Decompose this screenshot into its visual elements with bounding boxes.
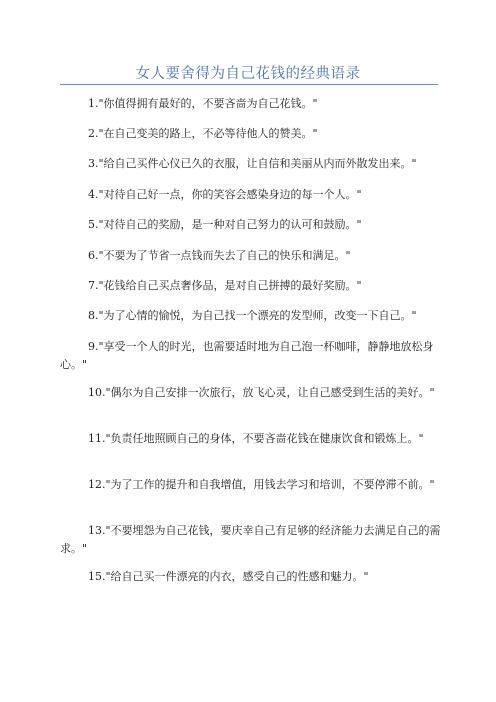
quote-item: 11."负责任地照顾自己的身体，不要吝啬花钱在健康饮食和锻炼上。": [88, 432, 424, 445]
quote-item: 2."在自己变美的路上，不必等待他人的赞美。": [88, 127, 318, 140]
title-underline: [60, 84, 438, 85]
quote-item: 12."为了工作的提升和自我增值，用钱去学习和培训，不要停滞不前。": [88, 478, 435, 491]
document-title: 女人要舍得为自己花钱的经典语录: [135, 66, 361, 82]
quote-item: 5."对待自己的奖励，是一种对自己努力的认可和鼓励。": [88, 218, 362, 231]
quote-item: 8."为了心情的愉悦，为自己找一个漂亮的发型师，改变一下自己。": [88, 309, 417, 322]
quote-item: 10."偶尔为自己安排一次旅行，放飞心灵，让自己感受到生活的美好。": [88, 386, 435, 399]
quote-item: 9."享受一个人的时光，也需要适时地为自己泡一杯咖啡，静静地放松身心。": [60, 340, 434, 371]
quote-item: 15."给自己买一件漂亮的内衣，感受自己的性感和魅力。": [88, 570, 369, 583]
quote-item: 4."对待自己好一点，你的笑容会感染身边的每一个人。": [88, 188, 362, 201]
quote-item: 3."给自己买件心仪已久的衣服，让自信和美丽从内而外散发出来。": [88, 157, 417, 170]
quote-item: 13."不要埋怨为自己花钱，要庆幸自己有足够的经济能力去满足自己的需求。": [60, 524, 441, 555]
quote-item: 6."不要为了节省一点钱而失去了自己的快乐和满足。": [88, 249, 351, 262]
quote-item: 7."花钱给自己买点奢侈品，是对自己拼搏的最好奖励。": [88, 279, 362, 292]
quote-item: 1."你值得拥有最好的，不要吝啬为自己花钱。": [88, 97, 318, 110]
